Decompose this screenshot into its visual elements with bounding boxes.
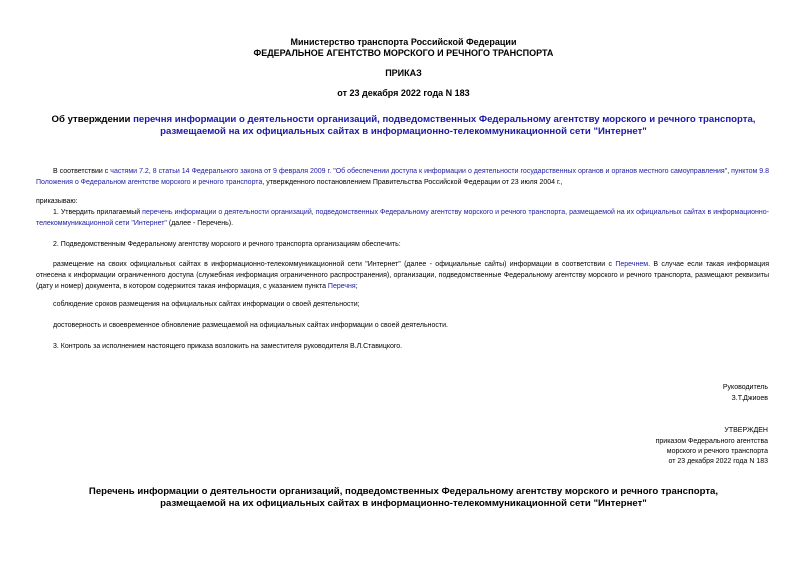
approval-heading: УТВЕРЖДЕН	[724, 427, 768, 434]
approval-line-1: приказом Федерального агентства	[655, 438, 768, 445]
list-link[interactable]: перечень информации о деятельности организаций, подведомственных Федеральному агентству морского и речного транспорта, размещаемой на их официальных сайтах в информационно-телекоммуникационной сети "Интернет"	[36, 209, 769, 227]
ministry-name: Министерство транспорта Российской Федерации	[290, 37, 517, 47]
preamble-paragraph	[36, 166, 769, 188]
preamble-text-2: ,	[727, 168, 732, 175]
agency-name: ФЕДЕРАЛЬНОЕ АГЕНТСТВО МОРСКОГО И РЕЧНОГО ТРАНСПОРТА	[253, 48, 554, 58]
document-title	[36, 114, 771, 138]
item-2-sub-3-paragraph: достоверность и своевременное обновление размещаемой на официальных сайтах информации о своей деятельности.	[53, 322, 448, 329]
item-3-paragraph: 3. Контроль за исполнением настоящего приказа возложить на заместителя руководителя В.Л.Ставицкого.	[53, 343, 403, 350]
item-2-sub-1-paragraph	[36, 259, 769, 292]
preamble-text-3: , утвержденного постановлением Правительства Российской Федерации от 23 июля 2004 г.,	[262, 179, 563, 186]
signature-role: Руководитель	[722, 384, 768, 391]
perechen-link-1[interactable]: Перечнем	[615, 261, 649, 268]
perechen-link-2[interactable]: Перечня	[327, 283, 356, 290]
item-2-sub-2-paragraph: соблюдение сроков размещения на официальных сайтах информации о своей деятельности;	[53, 301, 360, 308]
item-1-paragraph	[36, 207, 769, 229]
title-prefix: Об утверждении	[51, 114, 134, 125]
approval-line-2: морского и речного транспорта	[666, 448, 768, 455]
regulation-link[interactable]: пунктом 9.8 Положения о Федеральном агентстве морского и речного транспорта	[36, 168, 770, 186]
item-2-sub-1-text-2: . В случае если такая информация отнесена к информации ограниченного доступа (служебная информация ограниченного распространения), организации, подведомственные Федеральному агентству морского и речного транспорта, размещают реквизиты (дату и номер) документа, в котором содержится такая информация, с указанием пункта	[36, 261, 769, 290]
law-link[interactable]: частями 7.2, 8 статьи 14 Федерального закона от 9 февраля 2009 г. "Об обеспечении доступа к информации о деятельности государственных органов и органов местного самоуправления"	[110, 168, 728, 175]
annex-title: Перечень информации о деятельности организаций, подведомственных Федеральному агентству морского и речного транспорта, размещаемой на их официальных сайтах в информационно-телекоммуникационной сети "Интернет"	[88, 486, 719, 509]
approval-line-3: от 23 декабря 2022 года N 183	[668, 458, 768, 465]
preamble-text-1: В соответствии с	[53, 168, 111, 175]
order-word: приказываю:	[36, 198, 78, 205]
signature-name: З.Т.Джиоев	[731, 395, 768, 402]
title-link[interactable]: перечня информации о деятельности организаций, подведомственных Федеральному агентству морского и речного транспорта, размещаемой на их официальных сайтах в информационно-телекоммуникационной сети "Интернет"	[133, 114, 756, 137]
item-2-sub-1-text-3: ;	[355, 283, 358, 290]
document-type: ПРИКАЗ	[385, 68, 422, 78]
document-date: от 23 декабря 2022 года N 183	[337, 88, 470, 98]
item-2-sub-1-text-1: размещение на своих официальных сайтах в информационно-телекоммуникационной сети "Интернет" (далее - официальные сайты) информации в соответствии с	[53, 261, 616, 268]
item-1-suffix: (далее - Перечень).	[166, 220, 234, 227]
item-2-paragraph: 2. Подведомственным Федеральному агентству морского и речного транспорта организациям обеспечить:	[53, 241, 401, 248]
item-1-prefix: 1. Утвердить прилагаемый	[53, 209, 143, 216]
